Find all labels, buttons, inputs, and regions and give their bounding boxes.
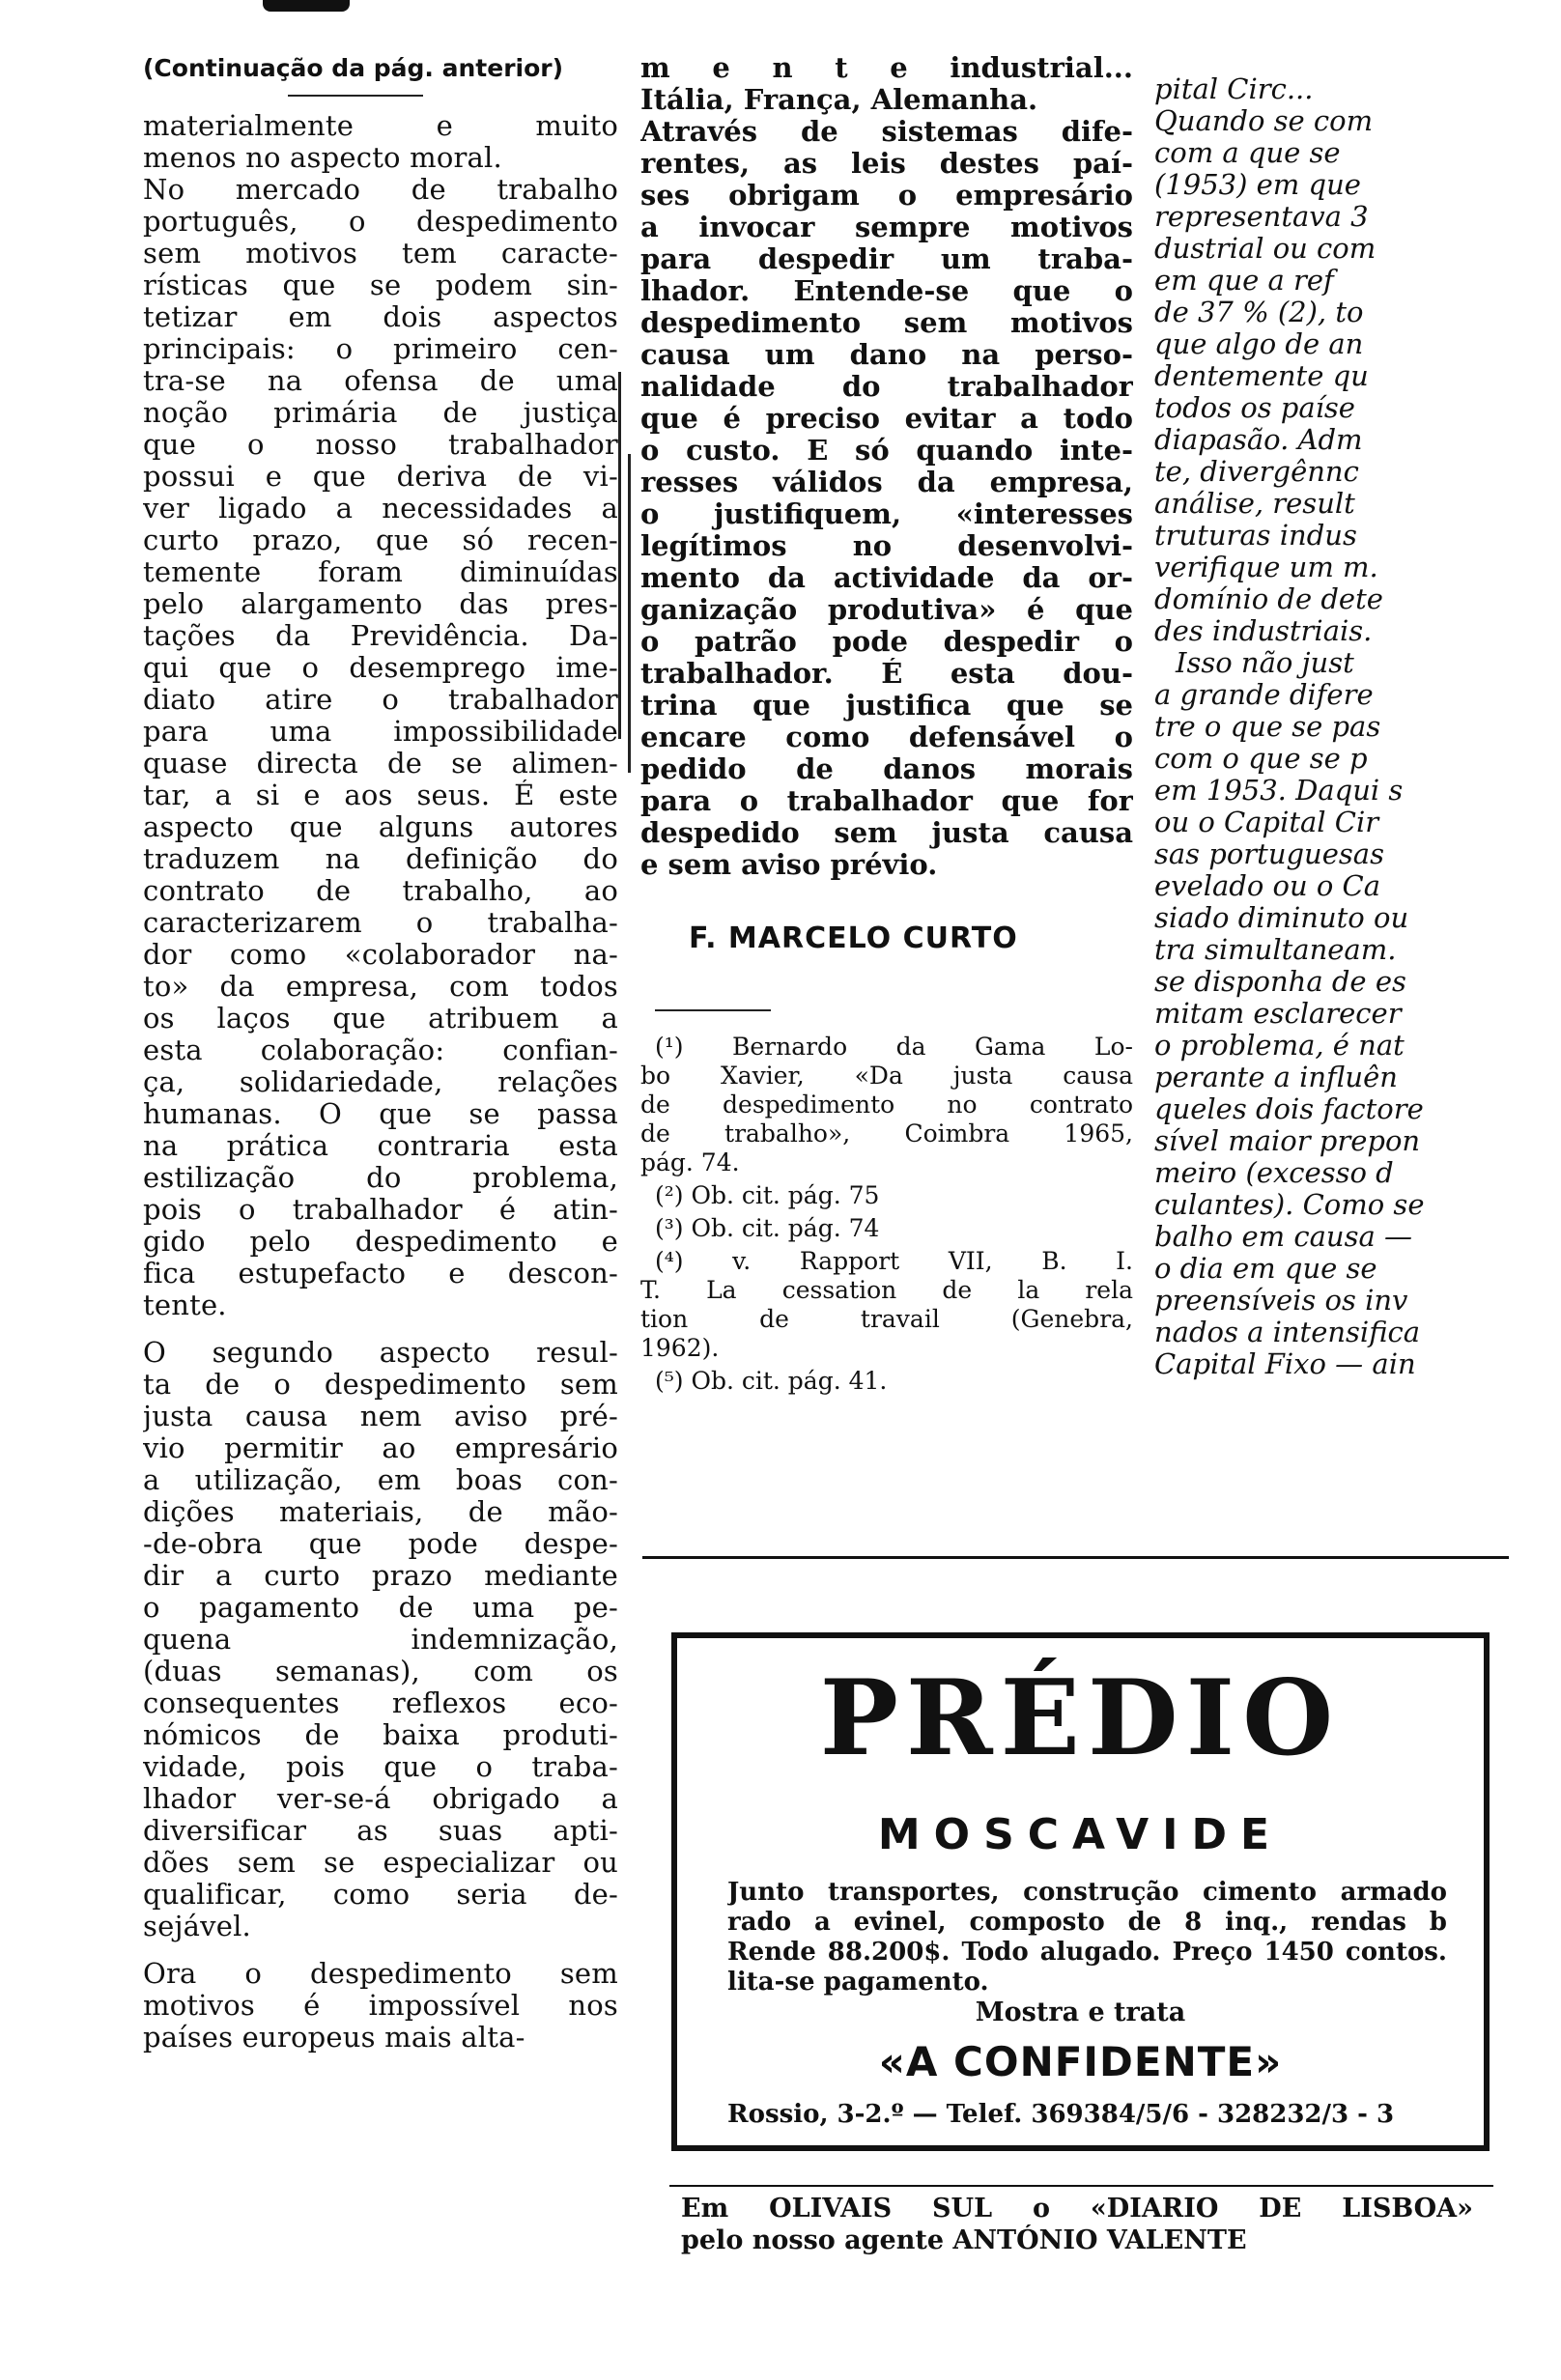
text-line: em 1953. Daqui s [1154, 775, 1404, 807]
text-line: Capital Fixo — ain [1154, 1348, 1416, 1380]
text-line: que algo de an [1154, 328, 1364, 360]
text-line: dões sem se especializar ou [143, 1847, 618, 1879]
text-line: dições materiais, de mão- [143, 1496, 618, 1528]
text-line: -de-obra que pode despe- [143, 1528, 618, 1560]
column-3-text [1154, 73, 1507, 1380]
heading-rule [288, 95, 423, 97]
footnote-line: de despedimento no contrato [640, 1091, 1133, 1119]
text-line: despedimento sem motivos [640, 307, 1133, 339]
text-line: com a que se [1154, 137, 1341, 169]
text-line: países europeus mais alta- [143, 2022, 525, 2054]
footnote [640, 1181, 1133, 1210]
article-column-1 [143, 52, 618, 2054]
text-line: pital Circ... [1154, 73, 1314, 105]
footnote [640, 1033, 1133, 1177]
text-line: com o que se p [1154, 743, 1368, 775]
footnote [640, 1247, 1133, 1363]
advert-show-line: Mostra e trata [975, 1998, 1186, 2027]
text-line: o dia em que se [1154, 1253, 1377, 1285]
text-line: Isso não just [1176, 647, 1354, 679]
advert-body [727, 1878, 1447, 1998]
footnote-line: (⁴) v. Rapport VII, B. I. [655, 1247, 1133, 1275]
text-line: resses válidos da empresa, [640, 467, 1133, 498]
advert-text-line: rado a evinel, composto de 8 inq., rendas b [727, 1908, 1447, 1937]
column-2-bold-paragraph [640, 116, 1133, 881]
text-line: Quando se com [1154, 105, 1374, 137]
footer-rule [669, 2185, 1493, 2187]
text-line: a grande difere [1154, 679, 1374, 711]
text-line: O segundo aspecto resul- [143, 1337, 618, 1369]
text-line: meiro (excesso d [1154, 1157, 1394, 1189]
footnote [640, 1214, 1133, 1243]
text-line: te, divergênnc [1154, 456, 1359, 488]
text-line: o problema, é nat [1154, 1030, 1405, 1062]
text-line: causa um dano na perso- [640, 339, 1133, 371]
text-line: ou o Capital Cir [1154, 807, 1379, 838]
advert-title: PRÉDIO [819, 1658, 1342, 1779]
text-line: ta de o despedimento sem [143, 1369, 618, 1401]
text-line: caracterizarem o trabalha- [143, 907, 618, 939]
top-ink-mark [263, 0, 350, 12]
text-line: diapasão. Adm [1154, 424, 1363, 456]
text-line: para o trabalhador que for [640, 785, 1133, 817]
text-line: lhador ver-se-á obrigado a [143, 1783, 618, 1815]
footnote-line: (³) Ob. cit. pág. 74 [655, 1214, 880, 1242]
text-line: legítimos no desenvolvi- [640, 530, 1133, 562]
paragraph-1 [143, 110, 618, 174]
text-line: o custo. E só quando inte- [640, 435, 1133, 467]
text-line: vidade, pois que o traba- [143, 1751, 618, 1783]
footnote-line: pág. 74. [640, 1148, 740, 1176]
text-line: o patrão pode despedir o [640, 626, 1133, 658]
footnote-line: 1962). [640, 1334, 720, 1362]
text-line: siado diminuto ou [1154, 902, 1409, 934]
text-line: temente foram diminuídas [143, 556, 618, 588]
text-line: balho em causa — [1154, 1221, 1412, 1253]
text-line: diato atire o trabalhador [143, 684, 618, 716]
text-line: estilização do problema, [143, 1162, 618, 1194]
text-line: (1953) em que [1154, 169, 1361, 201]
text-line: culantes). Como se [1154, 1189, 1425, 1221]
text-line: o justifiquem, «interesses [640, 498, 1133, 530]
text-line: despedido sem justa causa [640, 817, 1133, 849]
text-line: para despedir um traba- [640, 243, 1133, 275]
text-line: todos os paíse [1154, 392, 1355, 424]
margin-bracket-right [628, 454, 639, 773]
text-line: tre o que se pas [1154, 711, 1381, 743]
text-line: justa causa nem aviso pré- [143, 1401, 618, 1432]
text-line: representava 3 [1154, 201, 1369, 233]
text-line: Itália, França, Alemanha. [640, 84, 1038, 116]
text-line: tra simultaneam. [1154, 934, 1397, 966]
text-line: trina que justifica que se [640, 690, 1133, 722]
text-line: truturas indus [1154, 520, 1357, 552]
text-line: principais: o primeiro cen- [143, 333, 618, 365]
text-line: No mercado de trabalho [143, 174, 618, 206]
text-line: des industriais. [1154, 615, 1373, 647]
text-line: queles dois factore [1154, 1093, 1424, 1125]
section-divider [642, 1556, 1509, 1559]
footnote [640, 1367, 1133, 1396]
text-line: (duas semanas), com os [143, 1656, 618, 1687]
text-line: esta colaboração: confian- [143, 1034, 618, 1066]
text-line: nómicos de baixa produti- [143, 1719, 618, 1751]
text-line: domínio de dete [1154, 583, 1383, 615]
footnote-line: bo Xavier, «Da justa causa [640, 1062, 1133, 1090]
text-line: o pagamento de uma pe- [143, 1592, 618, 1624]
text-line: dentemente qu [1154, 360, 1369, 392]
footer-line: Em OLIVAIS SUL o «DIARIO DE LISBOA» [681, 2194, 1473, 2224]
advert-text-line: lita-se pagamento. [727, 1968, 989, 1997]
text-line: sas portuguesas [1154, 838, 1384, 870]
advert-subtitle: MOSCAVIDE [877, 1810, 1284, 1859]
text-line: qualificar, como seria de- [143, 1879, 618, 1911]
text-line: trabalhador. É esta dou- [640, 658, 1133, 690]
text-line: para uma impossibilidade [143, 716, 618, 748]
text-line: pelo alargamento das pres- [143, 588, 618, 620]
classified-advert [671, 1632, 1490, 2151]
text-line: qui que o desemprego ime- [143, 652, 618, 684]
text-line: Através de sistemas dife- [640, 116, 1133, 148]
advert-address: Rossio, 3-2.º — Telef. 369384/5/6 - 328232/3 - 3 [727, 2100, 1395, 2129]
text-line: gido pelo despedimento e [143, 1226, 618, 1258]
text-line: a invocar sempre motivos [640, 212, 1133, 243]
text-line: sejável. [143, 1911, 251, 1942]
text-line: evelado ou o Ca [1154, 870, 1381, 902]
footer-line: pelo nosso agente ANTÓNIO VALENTE [681, 2225, 1247, 2255]
text-line: ganização produtiva» é que [640, 594, 1133, 626]
text-line: tar, a si e aos seus. É este [143, 779, 618, 811]
margin-bracket-left [610, 372, 621, 739]
text-line: Ora o despedimento sem [143, 1958, 618, 1990]
text-line: sem motivos tem caracte- [143, 238, 618, 269]
continuation-heading: (Continuação da pág. anterior) [143, 54, 564, 82]
text-line: traduzem na definição do [143, 843, 618, 875]
text-line: que é preciso evitar a todo [640, 403, 1133, 435]
text-line: sível maior prepon [1154, 1125, 1421, 1157]
text-line: ses obrigam o empresário [640, 180, 1133, 212]
text-line: quena indemnização, [143, 1624, 618, 1656]
text-line: análise, result [1154, 488, 1355, 520]
text-line: diversificar as suas apti- [143, 1815, 618, 1847]
text-line: encare como defensável o [640, 722, 1133, 753]
text-line: materialmente e muito [143, 110, 618, 142]
paragraph-2 [143, 174, 618, 1321]
text-line: de 37 % (2), to [1154, 297, 1364, 328]
text-line: quase directa de se alimen- [143, 748, 618, 779]
text-line: a utilização, em boas con- [143, 1464, 618, 1496]
text-line: pois o trabalhador é atin- [143, 1194, 618, 1226]
text-line: consequentes reflexos eco- [143, 1687, 618, 1719]
text-line: ça, solidariedade, relações [143, 1066, 618, 1098]
text-line: e sem aviso prévio. [640, 849, 938, 881]
article-column-2 [640, 52, 1133, 1400]
text-line: aspecto que alguns autores [143, 811, 618, 843]
text-line: verifique um m. [1154, 552, 1378, 583]
text-line: tente. [143, 1289, 227, 1321]
footer-notice [681, 2193, 1473, 2256]
footnote-line: (⁵) Ob. cit. pág. 41. [655, 1367, 888, 1395]
text-line: tações da Previdência. Da- [143, 620, 618, 652]
text-line: pedido de danos morais [640, 753, 1133, 785]
footnote-line: (²) Ob. cit. pág. 75 [655, 1181, 880, 1209]
text-line: dir a curto prazo mediante [143, 1560, 618, 1592]
text-line: perante a influên [1154, 1062, 1398, 1093]
text-line: os laços que atribuem a [143, 1003, 618, 1034]
text-line: ver ligado a necessidades a [143, 493, 618, 524]
text-line: que o nosso trabalhador [143, 429, 618, 461]
column-2-intro [640, 52, 1133, 116]
text-line: na prática contraria esta [143, 1130, 618, 1162]
text-line: dustrial ou com [1154, 233, 1377, 265]
paragraph-4 [143, 1958, 618, 2054]
text-line: preensíveis os inv [1154, 1285, 1408, 1317]
text-line: tetizar em dois aspectos [143, 301, 618, 333]
article-author: F. MARCELO CURTO [689, 921, 1018, 955]
text-line: m e n t e industrial... [640, 52, 1133, 84]
text-line: em que a ref [1154, 265, 1334, 297]
footnote-line: tion de travail (Genebra, [640, 1305, 1133, 1333]
text-line: tra-se na ofensa de uma [143, 365, 618, 397]
text-line: nalidade do trabalhador [640, 371, 1133, 403]
text-line: rísticas que se podem sin- [143, 269, 618, 301]
article-column-3 [1154, 73, 1507, 1380]
text-line: rentes, as leis destes paí- [640, 148, 1133, 180]
text-line: possui e que deriva de vi- [143, 461, 618, 493]
paragraph-3 [143, 1337, 618, 1942]
notes-rule [655, 1009, 771, 1011]
text-line: motivos é impossível nos [143, 1990, 618, 2022]
text-line: noção primária de justiça [143, 397, 618, 429]
text-line: to» da empresa, com todos [143, 971, 618, 1003]
text-line: nados a intensifica [1154, 1317, 1421, 1348]
text-line: vio permitir ao empresário [143, 1432, 618, 1464]
text-line: menos no aspecto moral. [143, 142, 502, 174]
text-line: português, o despedimento [143, 206, 618, 238]
text-line: mento da actividade da or- [640, 562, 1133, 594]
advert-text-line: Rende 88.200$. Todo alugado. Preço 1450 contos. [727, 1938, 1447, 1967]
text-line: fica estupefacto e descon- [143, 1258, 618, 1289]
footnote-line: (¹) Bernardo da Gama Lo- [655, 1033, 1133, 1061]
footnotes [640, 1033, 1133, 1396]
text-line: lhador. Entende-se que o [640, 275, 1133, 307]
advert-text-line: Junto transportes, construção cimento armado [727, 1878, 1447, 1907]
footnote-line: T. La cessation de la rela [640, 1276, 1133, 1304]
text-line: mitam esclarecer [1154, 998, 1402, 1030]
text-line: dor como «colaborador na- [143, 939, 618, 971]
text-line: contrato de trabalho, ao [143, 875, 618, 907]
footnote-line: de trabalho», Coimbra 1965, [640, 1119, 1133, 1148]
text-line: humanas. O que se passa [143, 1098, 618, 1130]
advert-brand: «A CONFIDENTE» [878, 2038, 1283, 2085]
text-line: se disponha de es [1154, 966, 1406, 998]
text-line: curto prazo, que só recen- [143, 524, 618, 556]
